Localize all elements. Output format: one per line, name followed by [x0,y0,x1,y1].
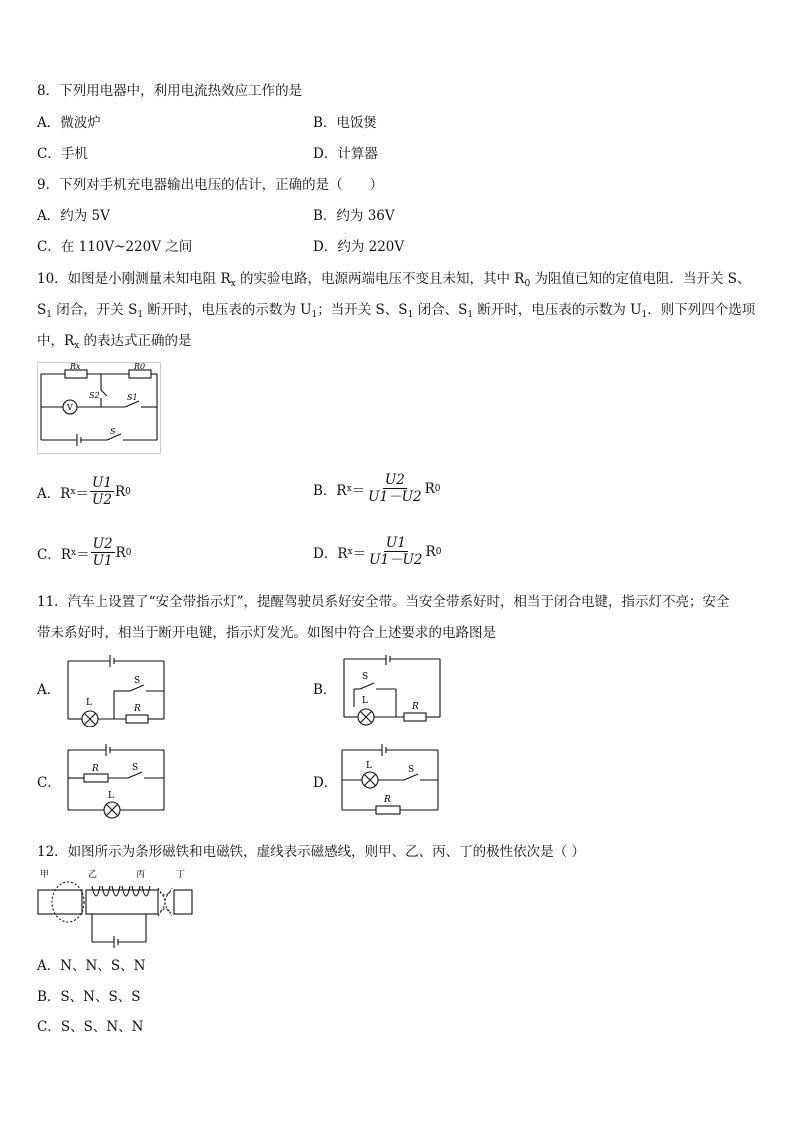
q12-magnet-diagram [36,866,196,950]
q8-stem: 8．下列用电器中，利用电流热效应工作的是 [37,83,303,99]
q11-d-label-s: S [408,765,415,775]
q11-d-label-r: R [384,795,391,805]
q9-option-d: D．约为 220V [313,239,405,255]
q10-option-d: D．R x ＝ $\frac{U1}{U1-U2}$ R 0 [313,535,442,568]
q10-stem-line1: 10．如图是小刚测量未知电阻 $R_x$ 的实验电路，电源两端电压不变且未知，其中 $R_0$ 为阻值已知的定值电阻．当开关 S、 [37,271,751,289]
q11-option-b-label: B． [313,682,337,698]
q11-circuit-a [66,655,166,727]
q11-c-label-r: R [92,764,99,774]
q10-circuit-diagram [37,362,161,454]
q10-label-s: S [110,427,116,436]
q11-a-label-l: L [86,698,92,708]
q11-d-label-l: L [366,761,372,771]
q11-c-label-l: L [108,791,114,801]
q10-label-r0: R0 [134,362,146,371]
q11-option-d-label: D． [313,775,338,791]
q11-circuit-c [66,744,166,820]
q10-voltmeter-label: V [67,403,73,412]
q11-option-a-label: A． [37,682,61,698]
q11-circuit-d [340,744,440,820]
q11-stem-line2: 带未系好时，相当于断开电键，指示灯发光。如图中符合上述要求的电路图是 [37,625,496,641]
q10-label-s2: S2 [89,391,100,400]
q10-stem-line3: 中，$R_x$ 的表达式正确的是 [37,333,192,351]
q8-option-c: C．手机 [37,146,88,162]
q9-option-b: B．约为 36V [313,208,395,224]
q12-label-ding: 丁 [176,870,186,880]
q10-option-c: C．R x ＝ $\frac{U2}{U1}$ R 0 [37,536,132,569]
q9-stem: 9．下列对手机充电器输出电压的估计，正确的是（ ） [37,177,384,193]
q11-b-label-l: L [362,696,368,706]
q8-option-a: A．微波炉 [37,115,101,131]
q11-b-label-s: S [362,672,369,682]
q12-option-b: B．S、N、S、S [37,989,141,1005]
q10-option-b: B．R x ＝ $\frac{U2}{U1-U2}$ R 0 [313,472,441,505]
q9-option-c: C．在 110V~220V 之间 [37,239,193,255]
q12-label-yi: 乙 [88,870,98,880]
q11-stem-line1: 11．汽车上设置了“安全带指示灯”，提醒驾驶员系好安全带。当安全带系好时，相当于闭合电键，指示灯不亮；安全 [37,594,730,610]
q11-b-label-r: R [412,702,419,712]
q8-option-d: D．计算器 [313,146,378,162]
q10-label-s1: S1 [127,393,138,402]
q12-option-a: A．N、N、S、N [37,958,146,974]
q11-a-label-r: R [134,704,141,714]
q9-option-a: A．约为 5V [37,208,110,224]
q10-label-rx: Rx [70,362,81,371]
q8-option-b: B．电饭煲 [313,115,377,131]
q11-option-c-label: C． [37,775,61,791]
q10-option-a: A．R x ＝ $\frac{U1}{U2}$ R 0 [37,475,131,508]
q11-a-label-s: S [134,676,141,686]
q11-c-label-s: S [132,763,139,773]
q11-circuit-b [342,655,442,727]
q12-option-c: C．S、S、N、N [37,1019,144,1035]
q10-stem-line2: $S_1$ 闭合，开关 $S_1$ 断开时，电压表的示数为 $U_1$；当开关 S、$S_1$ 闭合、$S_1$ 断开时，电压表的示数为 $U_1$．则下列四个选项 [37,302,756,320]
q12-label-jia: 甲 [40,870,50,880]
q12-label-bing: 丙 [136,870,146,880]
q12-stem: 12．如图所示为条形磁铁和电磁铁，虚线表示磁感线，则甲、乙、丙、丁的极性依次是（ ） [37,844,585,860]
